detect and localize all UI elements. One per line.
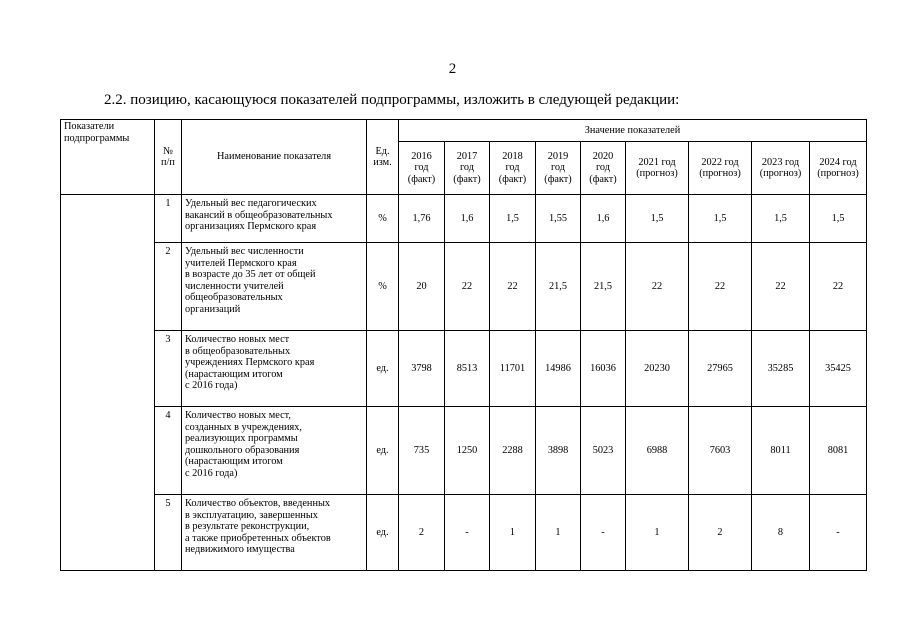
row-name: Количество новых мест, созданных в учреждениях, реализующих программы дошкольного образования (нарастающим итогом с 2016 года) <box>182 407 367 495</box>
value-cell: - <box>581 495 626 571</box>
value-cell: 1,55 <box>536 195 581 243</box>
table-row <box>61 331 867 407</box>
table-row <box>61 407 867 495</box>
value-cell: 27965 <box>689 331 752 407</box>
row-number: 2 <box>155 243 182 331</box>
value-cell: 22 <box>752 243 810 331</box>
row-number: 5 <box>155 495 182 571</box>
row-name: Удельный вес педагогических вакансий в общеобразовательных организациях Пермского края <box>182 195 367 243</box>
value-cell: 20230 <box>626 331 689 407</box>
value-cell: 20 <box>399 243 445 331</box>
value-cell: - <box>810 495 867 571</box>
row-name: Количество новых мест в общеобразовательных учреждениях Пермского края (нарастающим итогом с 2016 года) <box>182 331 367 407</box>
value-cell: 8011 <box>752 407 810 495</box>
row-number: 4 <box>155 407 182 495</box>
value-cell: 735 <box>399 407 445 495</box>
row-name: Удельный вес численности учителей Пермского края в возрасте до 35 лет от общей численности учителей общеобразовательных организаций <box>182 243 367 331</box>
row-unit: ед. <box>367 407 399 495</box>
header-values-group: Значение показателей <box>399 120 867 142</box>
row-number: 3 <box>155 331 182 407</box>
header-year: 2018 год (факт) <box>490 142 536 195</box>
header-year: 2023 год (прогноз) <box>752 142 810 195</box>
intro-text: 2.2. позицию, касающуюся показателей подпрограммы, изложить в следующей редакции: <box>104 92 680 108</box>
row-unit: ед. <box>367 331 399 407</box>
row-unit: ед. <box>367 495 399 571</box>
header-number: № п/п <box>155 120 182 195</box>
row-unit: % <box>367 195 399 243</box>
value-cell: 21,5 <box>536 243 581 331</box>
value-cell: 1,5 <box>626 195 689 243</box>
value-cell: 3898 <box>536 407 581 495</box>
indicators-spacer-cell <box>61 195 155 571</box>
value-cell: 1,5 <box>490 195 536 243</box>
header-year: 2022 год (прогноз) <box>689 142 752 195</box>
value-cell: 3798 <box>399 331 445 407</box>
page-number: 2 <box>448 61 457 77</box>
value-cell: 7603 <box>689 407 752 495</box>
table-row <box>61 195 867 243</box>
value-cell: 1,5 <box>689 195 752 243</box>
header-unit: Ед. изм. <box>367 120 399 195</box>
value-cell: 2 <box>689 495 752 571</box>
header-year: 2017 год (факт) <box>445 142 490 195</box>
value-cell: 8513 <box>445 331 490 407</box>
header-year: 2024 год (прогноз) <box>810 142 867 195</box>
value-cell: 22 <box>689 243 752 331</box>
row-name: Количество объектов, введенных в эксплуатацию, завершенных в результате реконструкции, а также приобретенных объектов недвижимого имущества <box>182 495 367 571</box>
value-cell: 2288 <box>490 407 536 495</box>
value-cell: 1,5 <box>752 195 810 243</box>
value-cell: 16036 <box>581 331 626 407</box>
value-cell: 1,76 <box>399 195 445 243</box>
value-cell: 21,5 <box>581 243 626 331</box>
header-year: 2016 год (факт) <box>399 142 445 195</box>
value-cell: 1 <box>490 495 536 571</box>
value-cell: 35425 <box>810 331 867 407</box>
value-cell: 8 <box>752 495 810 571</box>
header-year: 2020 год (факт) <box>581 142 626 195</box>
value-cell: 22 <box>490 243 536 331</box>
value-cell: - <box>445 495 490 571</box>
value-cell: 1,5 <box>810 195 867 243</box>
value-cell: 35285 <box>752 331 810 407</box>
header-year: 2019 год (факт) <box>536 142 581 195</box>
table-row <box>61 495 867 571</box>
value-cell: 11701 <box>490 331 536 407</box>
value-cell: 1,6 <box>581 195 626 243</box>
table-row <box>61 243 867 331</box>
header-year: 2021 год (прогноз) <box>626 142 689 195</box>
value-cell: 1250 <box>445 407 490 495</box>
value-cell: 8081 <box>810 407 867 495</box>
value-cell: 5023 <box>581 407 626 495</box>
value-cell: 14986 <box>536 331 581 407</box>
value-cell: 1 <box>626 495 689 571</box>
value-cell: 2 <box>399 495 445 571</box>
value-cell: 6988 <box>626 407 689 495</box>
value-cell: 22 <box>445 243 490 331</box>
value-cell: 22 <box>626 243 689 331</box>
row-unit: % <box>367 243 399 331</box>
header-name: Наименование показателя <box>182 120 367 195</box>
indicators-table <box>60 119 867 571</box>
value-cell: 1 <box>536 495 581 571</box>
row-number: 1 <box>155 195 182 243</box>
value-cell: 22 <box>810 243 867 331</box>
value-cell: 1,6 <box>445 195 490 243</box>
header-indicators: Показатели подпрограммы <box>61 120 155 195</box>
